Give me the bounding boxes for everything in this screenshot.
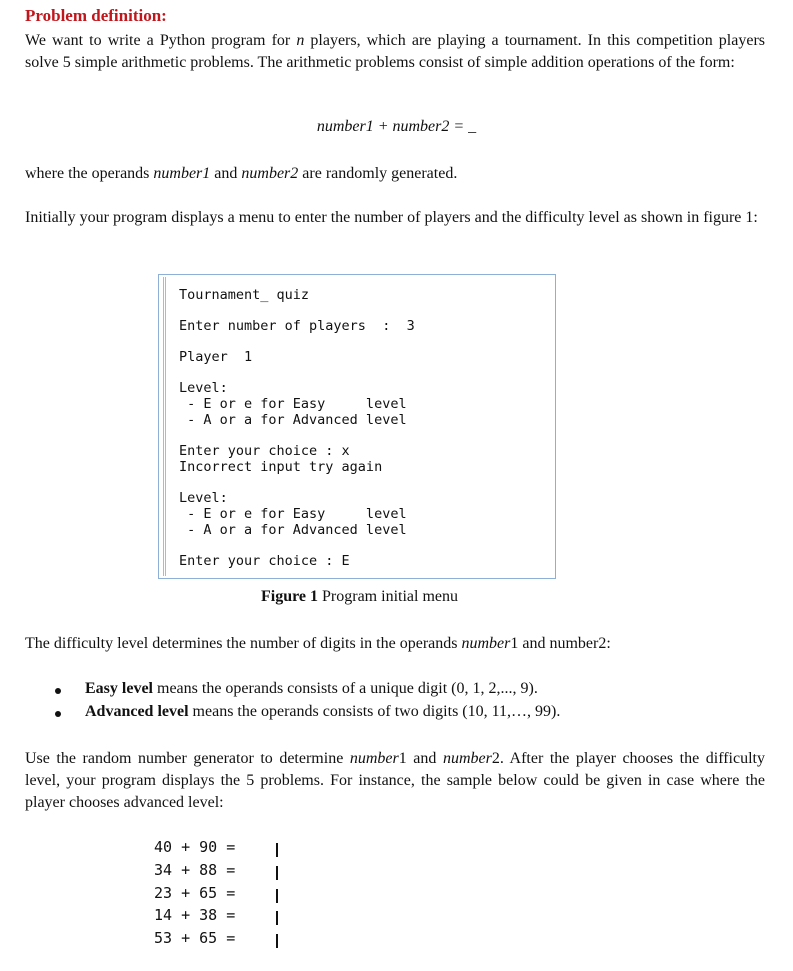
random-text-a: Use the random number generator to determine	[25, 750, 350, 767]
bullet-text	[85, 680, 538, 698]
console-line: Enter your choice : E	[179, 553, 350, 569]
random-number2: number	[442, 750, 492, 767]
console-line: Enter your choice : x	[179, 443, 350, 459]
random-text-b: 1 and	[398, 750, 443, 767]
section-heading: Problem definition:	[25, 6, 167, 25]
bullet-body: means the operands consists of two digits (10, 11,…, 99).	[188, 703, 561, 720]
bullet-body: means the operands consists of a unique digit (0, 1, 2,..., 9).	[153, 680, 538, 697]
console-output	[179, 287, 415, 569]
operands-paragraph	[25, 163, 765, 185]
console-line: Level:	[179, 490, 228, 506]
console-line: - E or e for Easy level	[179, 396, 407, 412]
operands-text-c: are randomly generated.	[298, 165, 458, 182]
console-line	[179, 475, 415, 490]
sample-problem-0: 40 + 90 =	[154, 838, 236, 856]
difficulty-paragraph	[25, 633, 765, 655]
console-line	[179, 538, 415, 553]
bullet-bold: Easy level	[85, 680, 153, 697]
difficulty-text-b: 1 and number2:	[510, 635, 611, 652]
operand-number2: number2	[241, 165, 299, 182]
intro-paragraph	[25, 30, 765, 74]
bullet-bold: Advanced level	[85, 703, 189, 720]
answer-blank-4	[276, 934, 278, 948]
console-line	[179, 334, 415, 349]
bullet-dot	[55, 688, 61, 694]
answer-blank-3	[276, 911, 278, 925]
sample-problem-1: 34 + 88 =	[154, 861, 236, 879]
figure-label: Figure 1	[260, 588, 319, 605]
console-line	[179, 428, 415, 443]
bullet-text	[85, 703, 560, 721]
random-paragraph	[25, 748, 765, 814]
figure-caption-text: Program initial menu	[318, 588, 458, 605]
console-line	[179, 303, 415, 318]
console-line	[179, 365, 415, 380]
console-frame	[163, 277, 552, 576]
difficulty-text-a: The difficulty level determines the number of digits in the operands	[25, 635, 462, 652]
random-text-c: 2. After the player chooses the difficulty level, your program displays the 5 problems. For instance, the sample below could be given in case where the player chooses advanced level:	[25, 750, 765, 811]
console-line: Enter number of players : 3	[179, 318, 415, 334]
console-line: - A or a for Advanced level	[179, 412, 407, 428]
operand-number1: number1	[153, 165, 211, 182]
console-line: Player 1	[179, 349, 253, 365]
console-line: - E or e for Easy level	[179, 506, 407, 522]
console-line: - A or a for Advanced level	[179, 522, 407, 538]
bullet-dot	[55, 711, 61, 717]
figure-console-box	[158, 274, 556, 579]
intro-n: n	[296, 32, 305, 49]
formula: number1 + number2 = _	[316, 118, 477, 135]
difficulty-number: number	[461, 635, 511, 652]
figure-caption	[0, 588, 719, 606]
answer-blank-0	[276, 843, 278, 857]
operands-text-b: and	[210, 165, 242, 182]
console-line: Tournament_ quiz	[179, 287, 310, 303]
console-line: Level:	[179, 380, 228, 396]
intro-text-2: players, which are playing a tournament. In this competition players solve 5 simple arithmetic problems. The arithmetic problems consist of simple addition operations of the form:	[25, 32, 766, 71]
answer-blank-2	[276, 889, 278, 903]
random-number1: number	[349, 750, 399, 767]
sample-problem-4: 53 + 65 =	[154, 929, 236, 947]
menu-intro-paragraph: Initially your program displays a menu to enter the number of players and the difficulty level as shown in figure 1:	[25, 209, 758, 226]
sample-problem-2: 23 + 65 =	[154, 884, 236, 902]
operands-text-a: where the operands	[25, 165, 154, 182]
sample-problem-3: 14 + 38 =	[154, 906, 236, 924]
intro-text-1: We want to write a Python program for	[25, 32, 297, 49]
console-line: Incorrect input try again	[179, 459, 383, 475]
answer-blank-1	[276, 866, 278, 880]
